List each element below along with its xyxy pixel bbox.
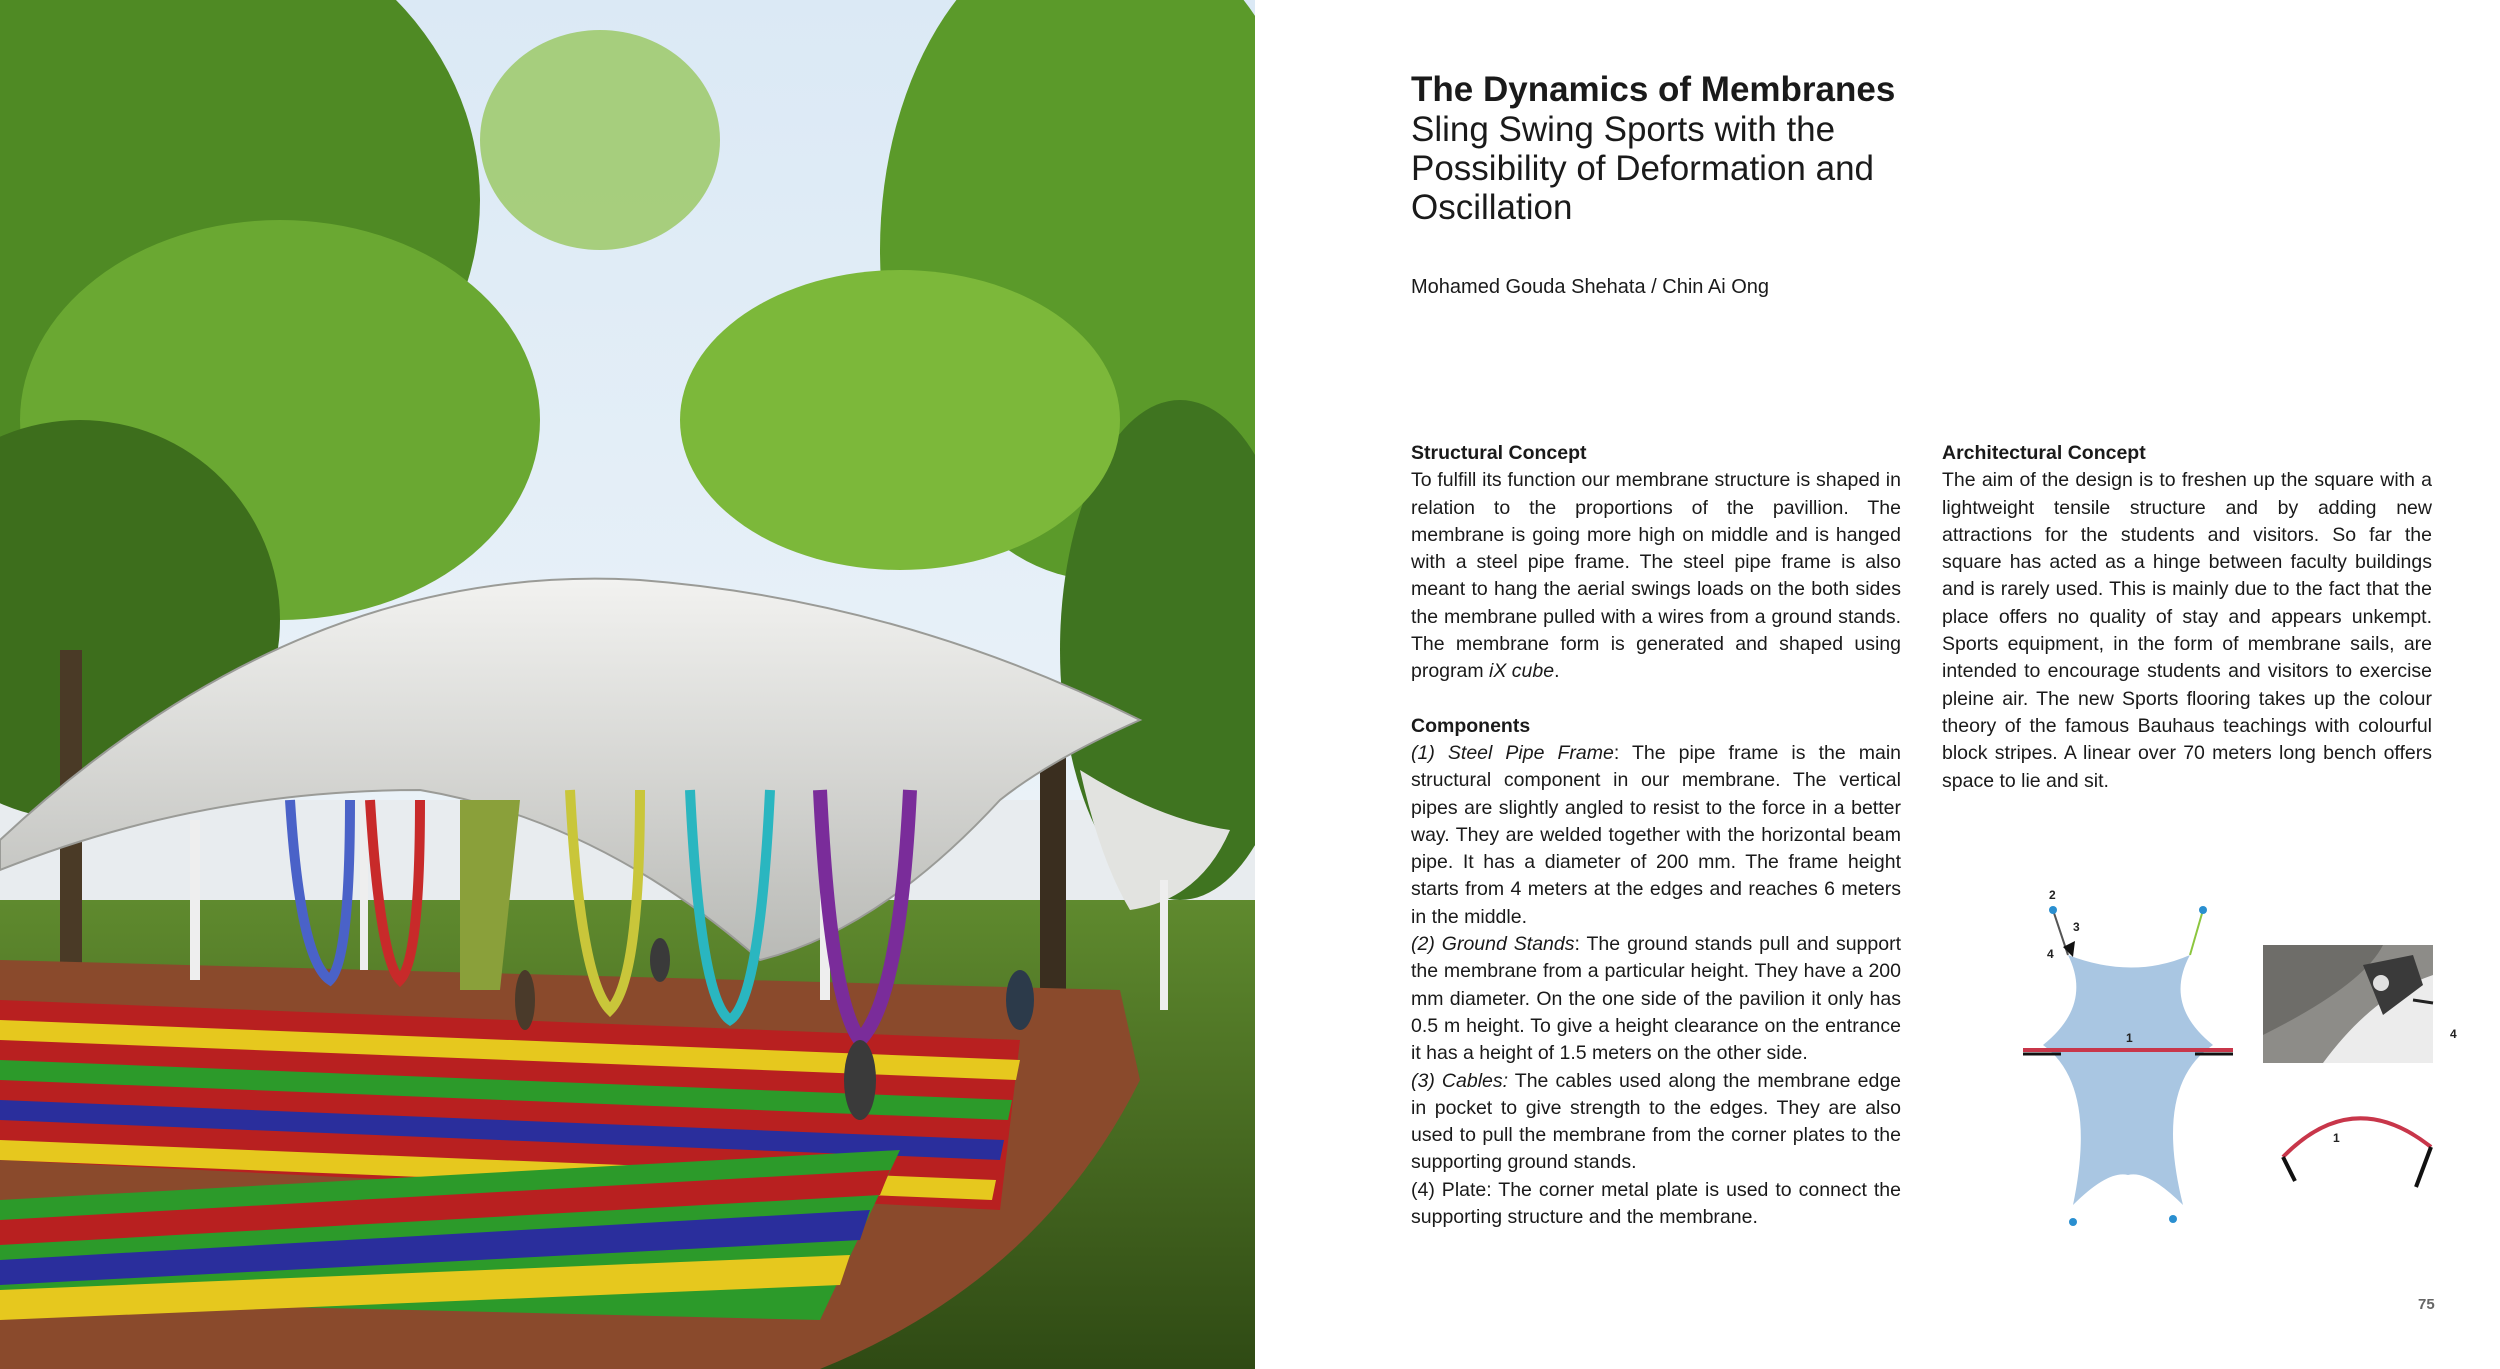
membrane-structure-diagram [2023, 885, 2483, 1245]
label-cable: 3 [2073, 920, 2080, 934]
component-item: (4) Plate: The corner metal plate is used to connect the supporting structure and the membrane. [1411, 1178, 1901, 1229]
label-detail-plate: 4 [2450, 1027, 2457, 1041]
article-title: The Dynamics of Membranes [1411, 70, 1896, 109]
component-item: (3) Cables: The cables used along the membrane edge in pocket to give strength to the edges. They are also used to pull the membrane from the corner plates to the supporting ground stands. [1411, 1069, 1901, 1174]
right-column [1942, 440, 2432, 795]
subtitle-line: Sling Swing Sports with the [1411, 110, 1836, 149]
ground-stand-node [2069, 1218, 2077, 1226]
label-plate: 4 [2047, 947, 2054, 961]
structural-concept-text: To fulfill its function our membrane structure is shaped in relation to the proportions of the pavillion. The membrane is going more high on middle and is hanged with a steel pipe frame. The steel pipe frame is also meant to hang the aerial swings loads on the both sides the membrane pulled with a wires from a ground stands. The membrane form is generated and shaped using program iX cube. [1411, 469, 1901, 683]
architectural-concept-text: The aim of the design is to freshen up the square with a lightweight tensile structure and by adding new attractions for the students and visitors. So far the square has acted as a hinge between faculty buildings and is rarely used. This is mainly due to the fact that the place offers no quality of stay and appears unkempt. Sports equipment, in the form of membrane sails, are intended to encourage students and visitors to exercise pleine air. The new Sports flooring takes up the colour theory of the famous Bauhaus teachings with colourful block stripes. A linear over 70 meters long bench offers space to lie and sit. [1942, 469, 2432, 792]
membrane-shape [2043, 955, 2213, 1205]
label-frame: 1 [2126, 1031, 2133, 1045]
ground-stand-node [2049, 906, 2057, 914]
authors: Mohamed Gouda Shehata / Chin Ai Ong [1411, 276, 1770, 298]
frame-detail-arc [2283, 1118, 2431, 1157]
cable-line [2190, 910, 2203, 955]
component-item: (1) Steel Pipe Frame: The pipe frame is the main structural component in our membrane. The vertical pipes are slightly angled to resist to the force in a better way. They are welded together with the horizontal beam pipe. It has a diameter of 200 mm. The frame height starts from 4 meters at the edges and reaches 6 meters in the middle. [1411, 741, 1902, 928]
subtitle-line: Oscillation [1411, 188, 1573, 227]
program-name: iX cube [1489, 660, 1555, 683]
component-item: (2) Ground Stands: The ground stands pull and support the membrane from a particular height. They have a 200 mm diameter. On the one side of the pavilion it only has 0.5 m height. To give a height clearance on the entrance it has a height of 1.5 meters on the other side. [1411, 933, 1901, 1065]
article-subtitle [1411, 110, 1971, 227]
ground-stand-node [2199, 906, 2207, 914]
structural-concept-heading: Structural Concept [1411, 442, 1587, 464]
page-number: 75 [2418, 1296, 2435, 1313]
subtitle-line: Possibility of Deformation and [1411, 149, 1874, 188]
left-column [1411, 440, 1901, 1231]
ground-stand-node [2169, 1215, 2177, 1223]
components-heading: Components [1411, 714, 1531, 737]
label-stand: 2 [2049, 888, 2056, 902]
label-detail-frame: 1 [2333, 1131, 2340, 1145]
architectural-concept-heading: Architectural Concept [1942, 442, 2146, 464]
article-title-block [1411, 70, 1971, 227]
article-page [1255, 0, 2500, 1369]
plate-detail-image [2263, 945, 2433, 1063]
